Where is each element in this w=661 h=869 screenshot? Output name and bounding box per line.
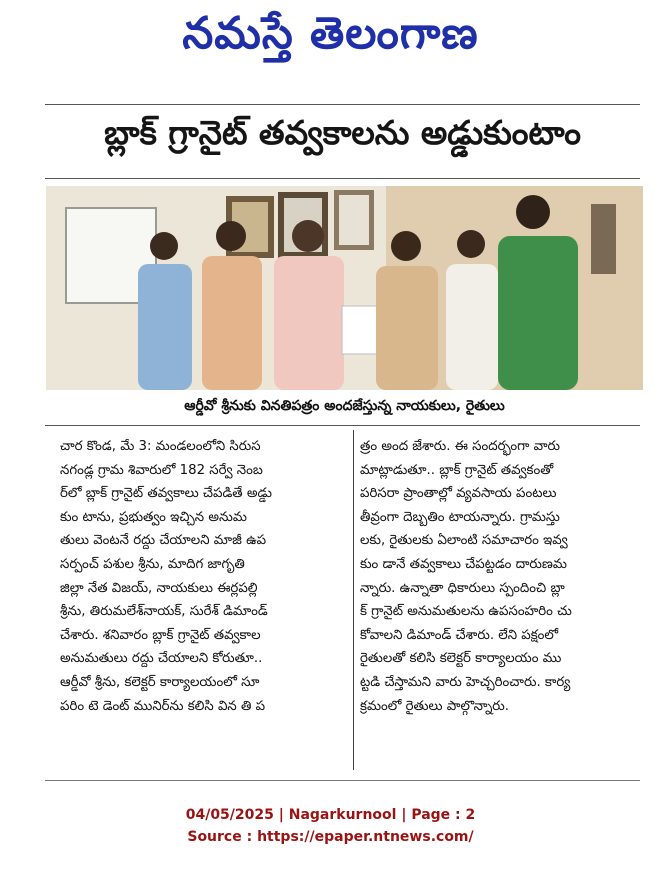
caption-rule bbox=[45, 425, 640, 426]
text-line: సర్పంచ్ పశుల శ్రీను, మాదిగ జాగృతి bbox=[60, 556, 245, 572]
edition-info: 04/05/2025 | Nagarkurnool | Page : 2 bbox=[185, 807, 476, 823]
article-headline: బ్లాక్ గ్రానైట్ తవ్వకాలను అడ్డుకుంటాం bbox=[104, 113, 581, 152]
text-line: రైతులతో కలిసి కలెక్టర్ కార్యాలయం ము bbox=[360, 651, 562, 667]
newspaper-masthead: నమస్తే తెలంగాణ bbox=[182, 8, 479, 59]
text-line: అనుమతులు రద్దు చేయాలని కోరుతూ.. bbox=[60, 651, 263, 667]
text-line: పరిసరా ప్రాంతాల్లో వ్యవసాయ పంటలు bbox=[360, 486, 557, 502]
top-rule bbox=[45, 104, 640, 105]
article-right-column bbox=[360, 435, 640, 718]
headline-rule bbox=[45, 178, 640, 179]
text-line: న్నారు. ఉన్నాతా ధికారులు స్పందించి బ్లా bbox=[360, 580, 565, 596]
text-line: త్రం అంద జేశారు. ఈ సందర్భంగా వారు bbox=[360, 439, 560, 454]
text-line: నగండ్ల గ్రామ శివారులో 182 సర్వే నెంబ bbox=[60, 462, 263, 478]
text-line: శ్రీను, తిరుమలేశ్‌నాయక్, సురేశ్ డిమాండ్ bbox=[60, 604, 268, 620]
text-line: క్రమంలో రైతులు పాల్గొన్నారు. bbox=[360, 698, 510, 714]
text-line: లకు, రైతులకు ఏలాంటి సమాచారం ఇవ్వ bbox=[360, 533, 568, 549]
text-line: ట్టడి చేస్తామని వారు హెచ్చరించారు. కార్య bbox=[360, 674, 571, 690]
text-line: తులు వెంటనే రద్దు చేయాలని మాజీ ఉప bbox=[60, 533, 267, 549]
text-line: చార కొండ, మే 3: మండలంలోని సిరుస bbox=[60, 439, 261, 454]
photo-caption: ఆర్డీవో శ్రీనుకు వినతిపత్రం అందజేస్తున్న నాయకులు, రైతులు bbox=[184, 398, 505, 414]
column-divider bbox=[353, 430, 354, 770]
text-line: ర్‌లో బ్లాక్ గ్రానైట్ తవ్వకాలు చేపడితే అడ్డు bbox=[60, 486, 272, 502]
text-line: క్ గ్రానైట్ అనుమతులను ఉపసంహరిం చు bbox=[360, 604, 572, 620]
text-line: పరిం టె డెంట్ మునిర్‌ను కలిసి విన తి ప bbox=[60, 698, 266, 714]
article-photo bbox=[46, 186, 643, 390]
text-line: చేశారు. శనివారం బ్లాక్ గ్రానైట్ తవ్వకాల bbox=[60, 627, 261, 643]
text-line: తీవ్రంగా దెబ్బతిం టాయన్నారు. గ్రామస్తు bbox=[360, 509, 560, 525]
text-line: కుం టాను, ప్రభుత్వం ఇచ్చిన అనుమ bbox=[60, 509, 247, 525]
article-bottom-rule bbox=[45, 780, 640, 781]
text-line: కోవాలని డిమాండ్ చేశారు. లేని పక్షంలో bbox=[360, 627, 559, 643]
text-line: కుం డానే తవ్వకాలు చేపట్టడం దారుణమ bbox=[360, 556, 567, 572]
source-url[interactable]: Source : https://epaper.ntnews.com/ bbox=[187, 829, 474, 845]
text-line: ఆర్డీవో శ్రీను, కలెక్టర్ కార్యాలయంలో సూ bbox=[60, 674, 260, 690]
text-line: జిల్లా నేత విజయ్, నాయకులు ఈర్లపల్లి bbox=[60, 580, 258, 596]
text-line: మాట్లాడుతూ.. బ్లాక్ గ్రానైట్ తవ్వకంతో bbox=[360, 462, 554, 478]
article-left-column bbox=[60, 435, 350, 718]
